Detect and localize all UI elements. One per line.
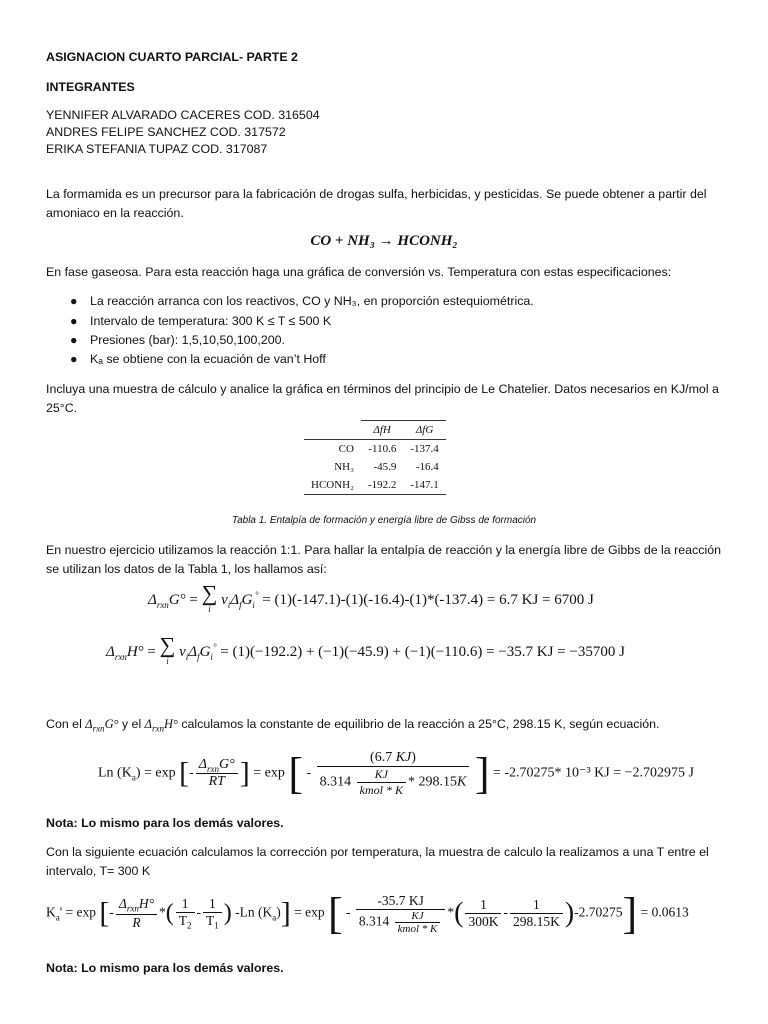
note-2: Nota: Lo mismo para los demás valores.: [46, 961, 284, 975]
request-line-1: Incluya una muestra de cálculo y analice la gráfica en términos del principio de Le Chatelier. Datos necesarios en KJ/mol a: [46, 382, 719, 396]
table-header: ΔfH: [361, 421, 403, 440]
enthalpy-equation: $\Delta_{rxn}H^\circ$ = ∑ i $\nu_i\Delta_fG_i^\circ = (1)(-192.2) + (-1)(-45.9) + (-1)(-110.6) = -35.7$ KJ = −35700 J: [106, 632, 625, 666]
solution-paragraph-line-2: se utilizan los datos de la Tabla 1, los hallamos así:: [46, 562, 327, 576]
reaction-equation: CO + NH₃ → HCONH₂: [310, 233, 458, 249]
member-3: ERIKA STEFANIA TUPAZ COD. 317087: [46, 142, 268, 156]
gibbs-equation: $\Delta_{rxn}G^\circ$ = ∑ i $\nu_i\Delta_fG_i^\circ = (1)(-147.1)-(1)(-16.4)-(1)*(-137.4) = 6.7$ KJ = 6700 J: [148, 580, 594, 614]
temperature-paragraph-line-2: intervalo, T= 300 K: [46, 864, 151, 878]
note-1: Nota: Lo mismo para los demás valores.: [46, 816, 284, 830]
list-item: Presiones (bar): 1,5,10,50,100,200.: [90, 333, 285, 347]
member-2: ANDRES FELIPE SANCHEZ COD. 317572: [46, 125, 286, 139]
solution-paragraph-line-1: En nuestro ejercicio utilizamos la reacción 1:1. Para hallar la entalpía de reacción y la energía libre de Gibbs de la reacción: [46, 543, 721, 557]
intro-paragraph-line-2: amoniaco en la reacción.: [46, 206, 184, 220]
members-label: INTEGRANTES: [46, 80, 135, 94]
bullet-icon: ●: [70, 352, 78, 366]
bullet-icon: ●: [70, 294, 78, 308]
table-caption: Tabla 1. Entalpía de formación y energía libre de Gibss de formación: [231, 515, 537, 526]
member-1: YENNIFER ALVARADO CACERES COD. 316504: [46, 108, 320, 122]
intro-paragraph-line-1: La formamida es un precursor para la fabricación de drogas sulfa, herbicidas, y pesticidas. Se puede obtener a partir del: [46, 187, 707, 201]
temperature-paragraph-line-1: Con la siguiente ecuación calculamos la corrección por temperatura, la muestra de calculo la realizamos a una T entre el: [46, 845, 709, 859]
list-item: La reacción arranca con los reactivos, CO y NH₃, en proporción estequiométrica.: [90, 294, 534, 308]
equilibrium-constant-equation: Ln $(K_a) = \exp$ [- $\frac{\Delta_{rxn}G^\circ}{RT}$ ] = exp [ - (6.7 KJ) 8.314 $\frac{KJ}{\text{kmol * K}}$ * 298.15K ] = -2.70275* 10⁻³ KJ = −2.702975 J: [98, 749, 694, 798]
table-row: HCONH₂ -192.2 -147.1: [304, 476, 446, 495]
table-header: ΔfG: [403, 421, 445, 440]
document-title: ASIGNACION CUARTO PARCIAL- PARTE 2: [46, 50, 298, 64]
request-line-2: 25°C.: [46, 401, 78, 415]
list-item: Intervalo de temperatura: 300 K ≤ T ≤ 500 K: [90, 314, 332, 328]
table-row: CO -110.6 -137.4: [338, 443, 439, 455]
table-row: NH₃ -45.9 -16.4: [334, 461, 439, 473]
formation-data-table: [304, 420, 446, 495]
vant-hoff-equation: $K_a' = \exp$ [- $\frac{\Delta_{rxn}H^\circ}{R}$ *( $\frac{1}{T_2}$ - $\frac{1}{T_1}$ ) -Ln $(K_a)] = \exp$ [ - -35.7 KJ 8.314 $\frac{KJ}{\text{kmol * K}}$ *( $\frac{1}{300K}$ - $\frac{1}{298.15K}$ )-2.70275] = 0.0613: [46, 889, 689, 938]
bullet-icon: ●: [70, 333, 78, 347]
equilibrium-paragraph: Con el $\Delta_{rxn}G^\circ$ y el $\Delta_{rxn}H^\circ$ calculamos la constante de equilibrio de la reacción a 25°C, 298.15 K, según ecuación.: [46, 717, 660, 734]
intro-paragraph-2: En fase gaseosa. Para esta reacción haga una gráfica de conversión vs. Temperatura con estas especificaciones:: [46, 265, 672, 279]
bullet-icon: ●: [70, 314, 78, 328]
list-item: Kₐ se obtiene con la ecuación de van’t Hoff: [90, 352, 326, 366]
